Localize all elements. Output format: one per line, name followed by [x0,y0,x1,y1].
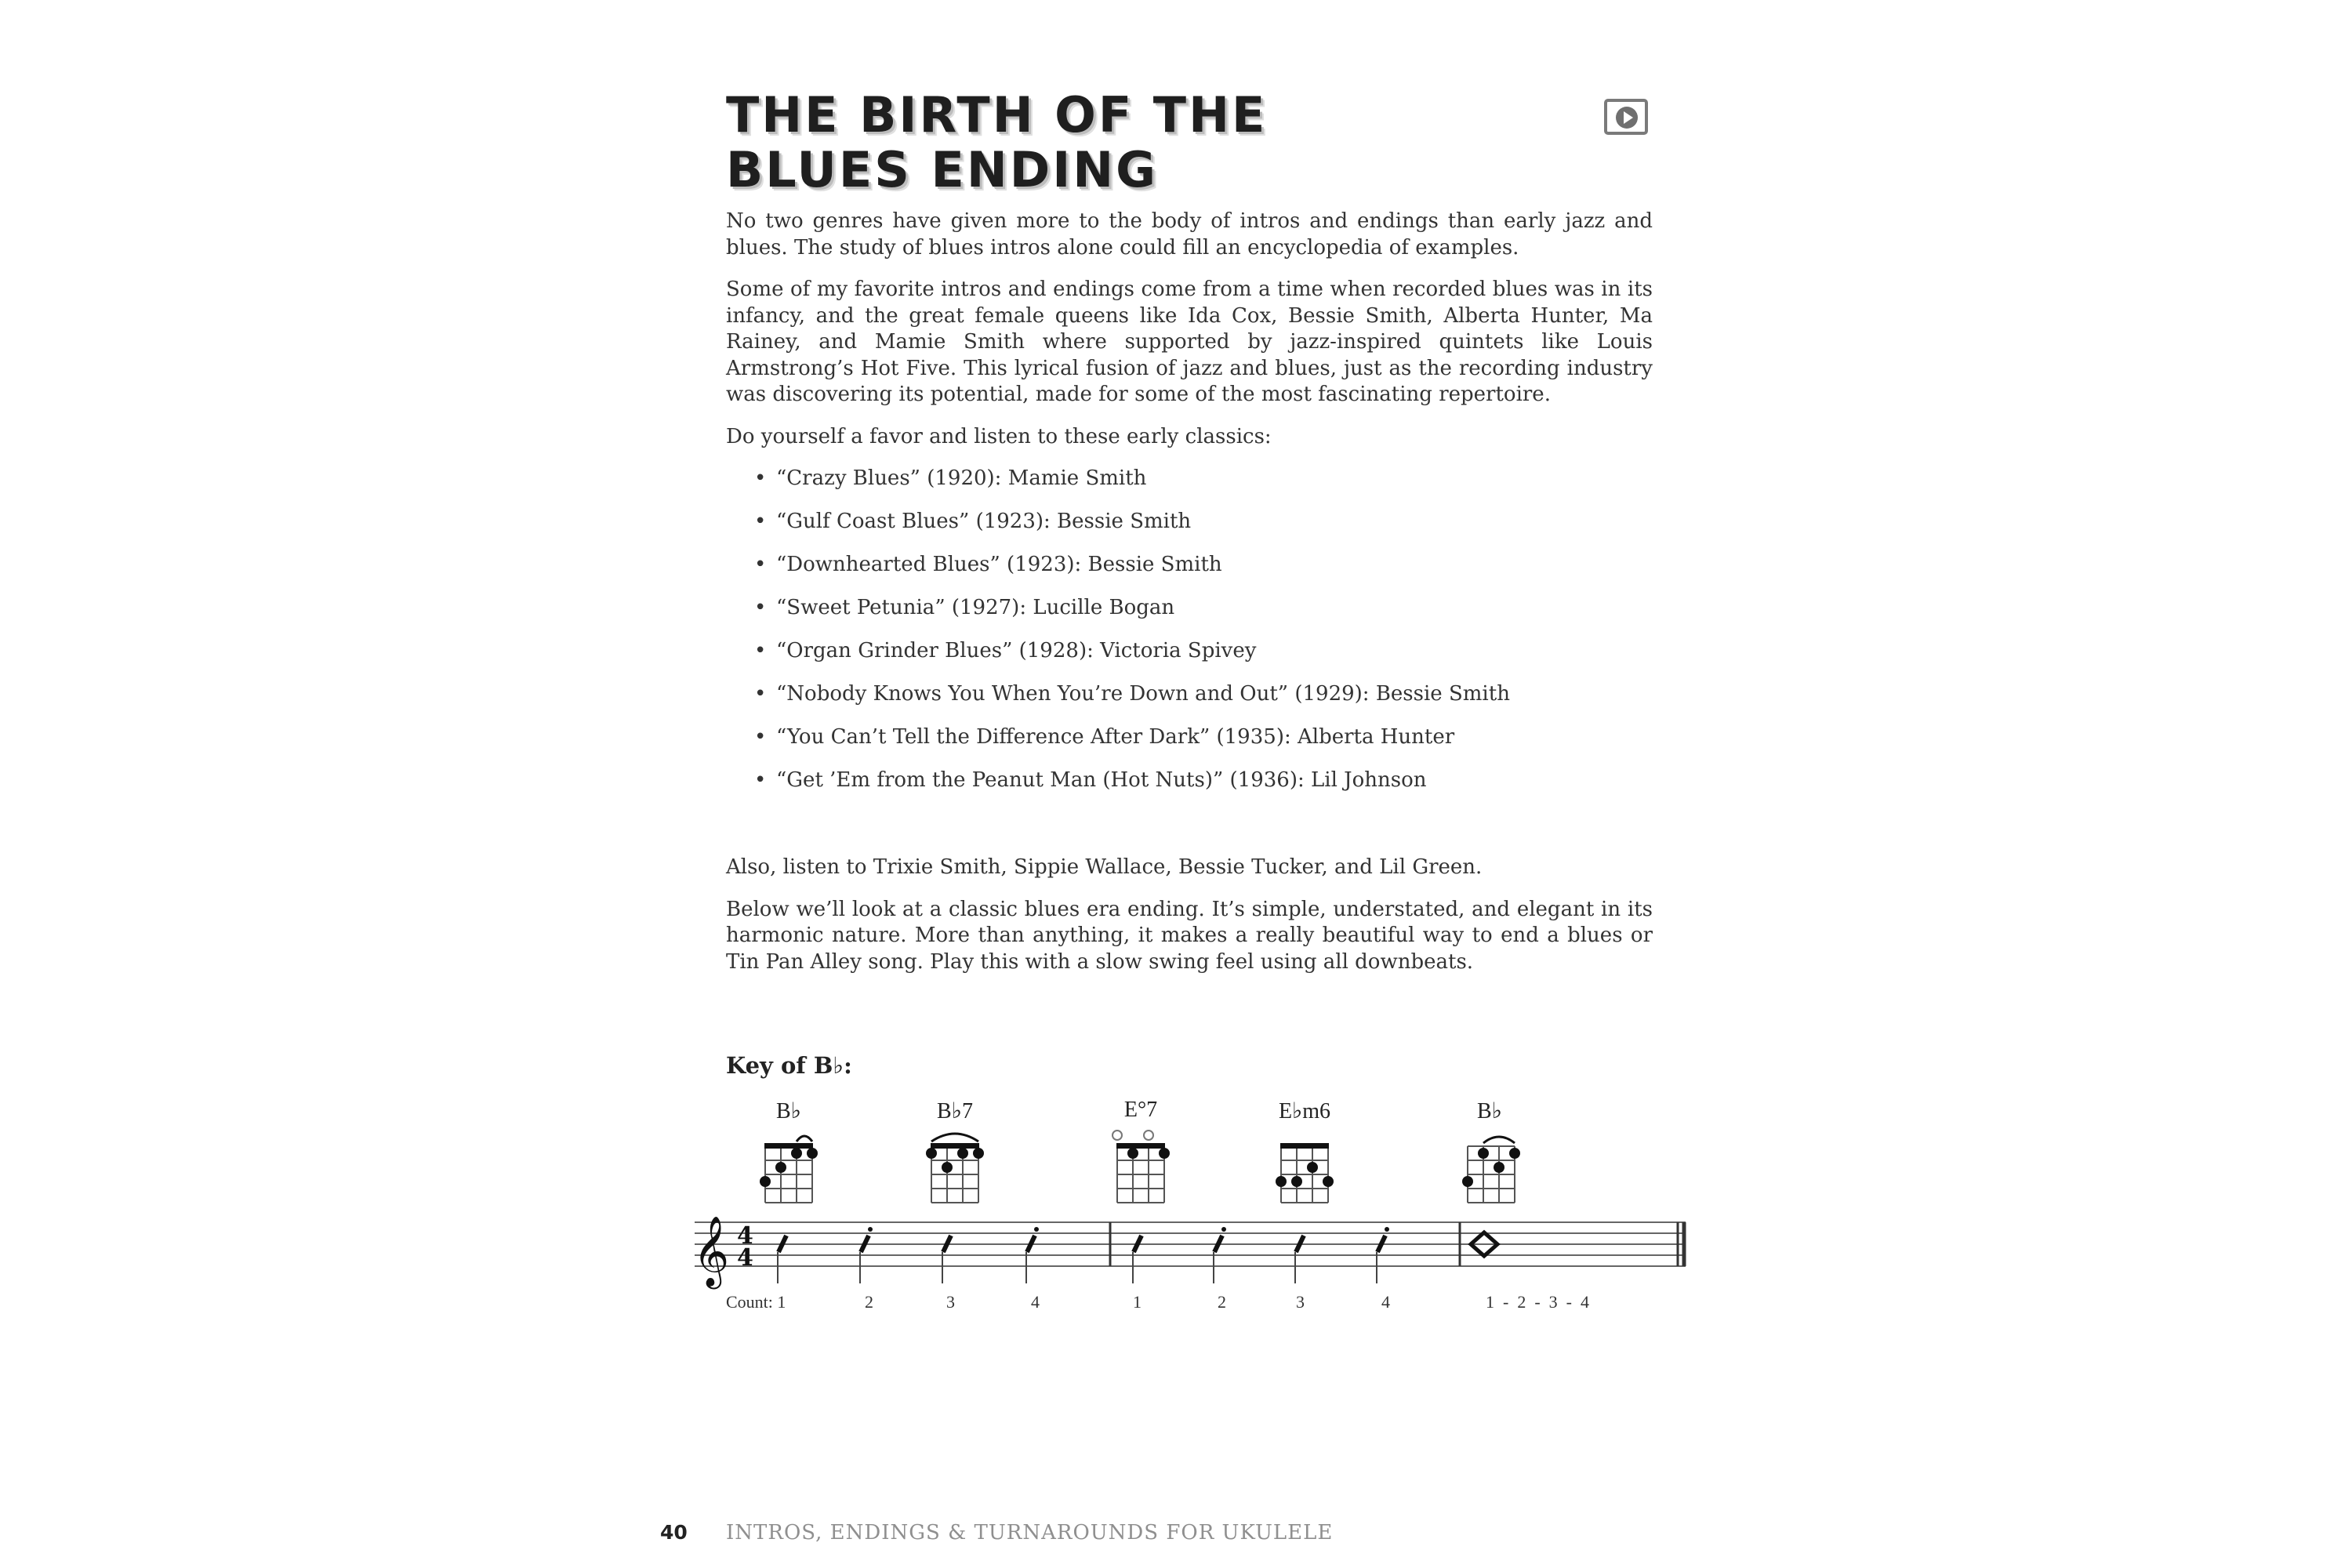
section-title-line-1: THE BIRTH OF THE [726,86,1268,143]
list-item: • “Gulf Coast Blues” (1923): Bessie Smith [776,509,1653,552]
chord-name: B♭ [1477,1099,1502,1123]
treble-clef-icon: 𝄞 [693,1216,730,1287]
chord-diagram-eb-m6 [1276,1143,1334,1203]
paragraph-history: Some of my favorite intros and endings come from a time when recorded blues was in its infancy, and the great female queens like Ida Cox, Bessie Smith, Alberta Hunter, Ma Rainey, and Mamie Smith where supported by jazz-inspired quintets like Louis Armstrong’s Hot Five. This lyrical fusion of jazz and blues, just as the recording industry was discovering its potential, made for some of the most fascinating repertoire. [726,278,1653,406]
list-item: • “Get ’Em from the Peanut Man (Hot Nuts)” (1936): Lil Johnson [776,768,1653,811]
svg-text:4: 4 [737,1222,753,1250]
list-item: • “Downhearted Blues” (1923): Bessie Smith [776,552,1653,595]
count-prefix: Count: 1 [726,1292,786,1312]
count-beat: 1 [1133,1292,1142,1312]
key-label: Key of B♭: [726,1052,852,1079]
chord-diagram-bb [760,1136,818,1203]
list-item: • “Organ Grinder Blues” (1928): Victoria Spivey [776,638,1653,681]
chord-diagram-e-dim7 [1112,1131,1170,1203]
chord-name: E♭m6 [1278,1099,1331,1123]
paragraph-also-listen: Also, listen to Trixie Smith, Sippie Wallace, Bessie Tucker, and Lil Green. [726,855,1483,879]
chord-name: B♭ [776,1099,801,1123]
section-title-line-2: BLUES ENDING [726,141,1159,198]
count-beat: 4 [1031,1292,1040,1312]
list-item: • “Nobody Knows You When You’re Down and Out” (1929): Bessie Smith [776,681,1653,724]
running-footer-title: INTROS, ENDINGS & TURNAROUNDS FOR UKULELE [726,1521,1334,1544]
paragraph-intro: No two genres have given more to the body of intros and endings than early jazz and blues. The study of blues intros alone could fill an encyclopedia of examples. [726,209,1653,260]
count-measure-3: 1 - 2 - 3 - 4 [1486,1292,1589,1312]
paragraph-ending-description: Below we’ll look at a classic blues era ending. It’s simple, understated, and elegant in its harmonic nature. More than anything, it makes a really beautiful way to end a blues or Tin Pan Alley song. Play this with a slow swing feel using all downbeats. [726,897,1653,974]
chord-name: B♭7 [937,1099,973,1123]
staff [695,1222,1686,1266]
count-beat: 3 [1296,1292,1305,1312]
chord-diagram-bb7 [926,1134,984,1203]
paragraph-listen: Do yourself a favor and listen to these early classics: [726,424,1272,448]
time-signature [737,1222,753,1272]
svg-text:4: 4 [737,1244,753,1272]
list-item: • “You Can’t Tell the Difference After Dark” (1935): Alberta Hunter [776,724,1653,768]
count-beat: 2 [865,1292,873,1312]
chord-name: E°7 [1123,1098,1158,1122]
list-item: • “Crazy Blues” (1920): Mamie Smith [776,466,1653,509]
page-number: 40 [660,1521,688,1544]
list-item: • “Sweet Petunia” (1927): Lucille Bogan [776,595,1653,638]
count-beat: 2 [1218,1292,1226,1312]
count-beat: 3 [946,1292,955,1312]
count-beat: 4 [1381,1292,1390,1312]
chord-diagram-bb-5fr [1462,1137,1520,1203]
